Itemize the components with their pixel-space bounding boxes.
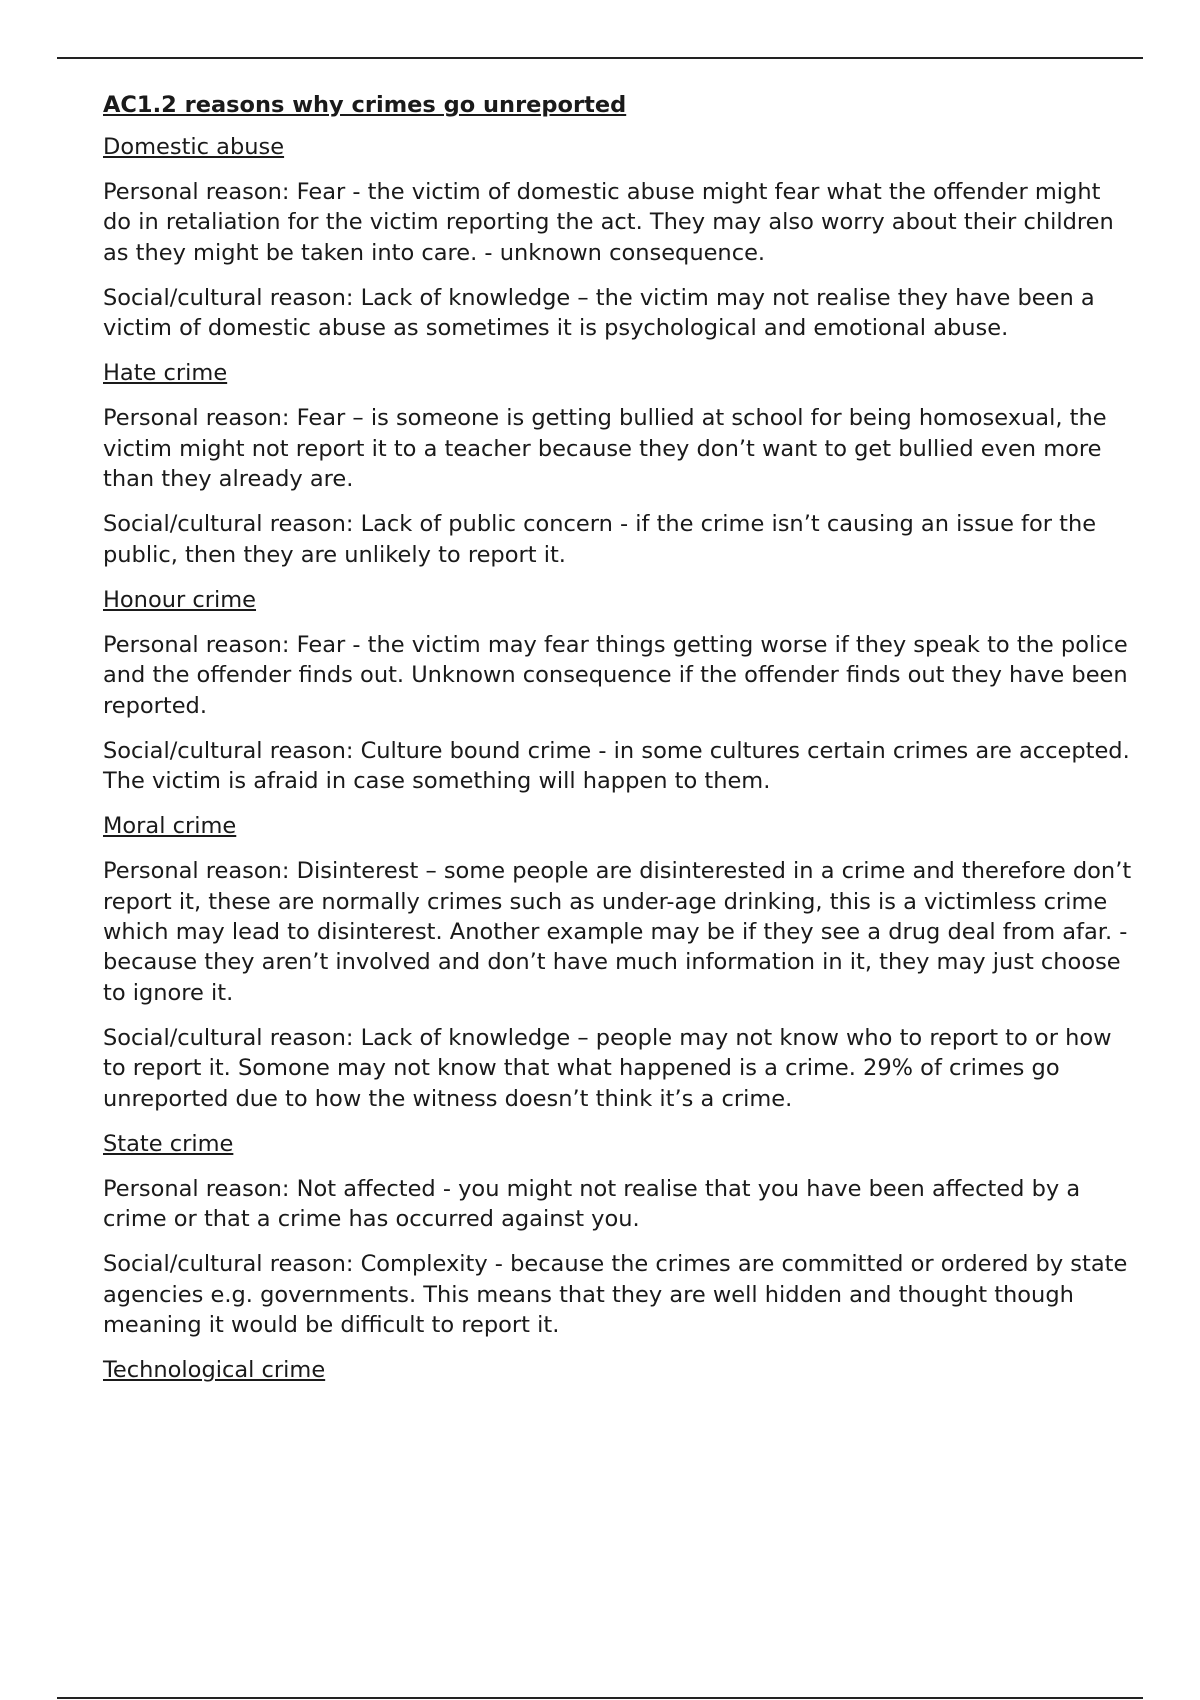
section-state-crime xyxy=(103,1129,1133,1340)
section-honour-crime xyxy=(103,585,1133,796)
section-heading: Hate crime xyxy=(103,360,228,387)
header-rule xyxy=(57,57,1143,59)
section-heading: State crime xyxy=(103,1130,234,1157)
section-heading: Moral crime xyxy=(103,813,237,840)
paragraph-personal-reason: Personal reason: Fear - the victim of domestic abuse might fear what the offender might do in retaliation for the victim reporting the act. They may also worry about their children as they might be taken into care. - unknown consequence. xyxy=(103,179,1114,266)
paragraph-social-cultural-reason: Social/cultural reason: Complexity - because the crimes are committed or ordered by state agencies e.g. governments. This means that they are well hidden and thought though meaning it would be difficult to report it. xyxy=(103,1251,1128,1339)
paragraph-personal-reason: Personal reason: Disinterest – some people are disinterested in a crime and therefore don’t report it, these are normally crimes such as under-age drinking, this is a victimless crime which may lead to disinterest. Another example may be if they see a drug deal from afar. - because they aren’t involved and don’t have much information in it, they may just choose to ignore it. xyxy=(103,858,1132,1006)
paragraph-social-cultural-reason: Social/cultural reason: Lack of public concern - if the crime isn’t causing an issue for the public, then they are unlikely to report it. xyxy=(103,511,1097,568)
document-body xyxy=(103,90,1133,1400)
footer-rule xyxy=(57,1697,1143,1699)
section-moral-crime xyxy=(103,811,1133,1113)
section-heading: Domestic abuse xyxy=(103,134,285,160)
section-domestic-abuse xyxy=(103,132,1133,343)
section-hate-crime xyxy=(103,358,1133,569)
section-heading: Technological crime xyxy=(103,1357,326,1384)
paragraph-personal-reason: Personal reason: Not affected - you might not realise that you have been affected by a crime or that a crime has occurred against you. xyxy=(103,1175,1081,1233)
paragraph-social-cultural-reason: Social/cultural reason: Lack of knowledge – the victim may not realise they have been a victim of domestic abuse as sometimes it is psychological and emotional abuse. xyxy=(103,284,1095,342)
section-heading: Honour crime xyxy=(103,586,257,613)
paragraph-social-cultural-reason: Social/cultural reason: Lack of knowledge – people may not know who to report to or how to report it. Somone may not know that what happened is a crime. 29% of crimes go unreported due to how the witness doesn’t think it’s a crime. xyxy=(103,1024,1112,1112)
paragraph-personal-reason: Personal reason: Fear – is someone is getting bullied at school for being homosexual, the victim might not report it to a teacher because they don’t want to get bullied even more than they already are. xyxy=(103,405,1107,493)
document-title: AC1.2 reasons why crimes go unreported xyxy=(103,92,627,118)
paragraph-social-cultural-reason: Social/cultural reason: Culture bound crime - in some cultures certain crimes are accepted. The victim is afraid in case something will happen to them. xyxy=(103,737,1130,795)
paragraph-personal-reason: Personal reason: Fear - the victim may fear things getting worse if they speak to the police and the offender finds out. Unknown consequence if the offender finds out they have been reported. xyxy=(103,631,1128,719)
section-technological-crime xyxy=(103,1355,1133,1385)
